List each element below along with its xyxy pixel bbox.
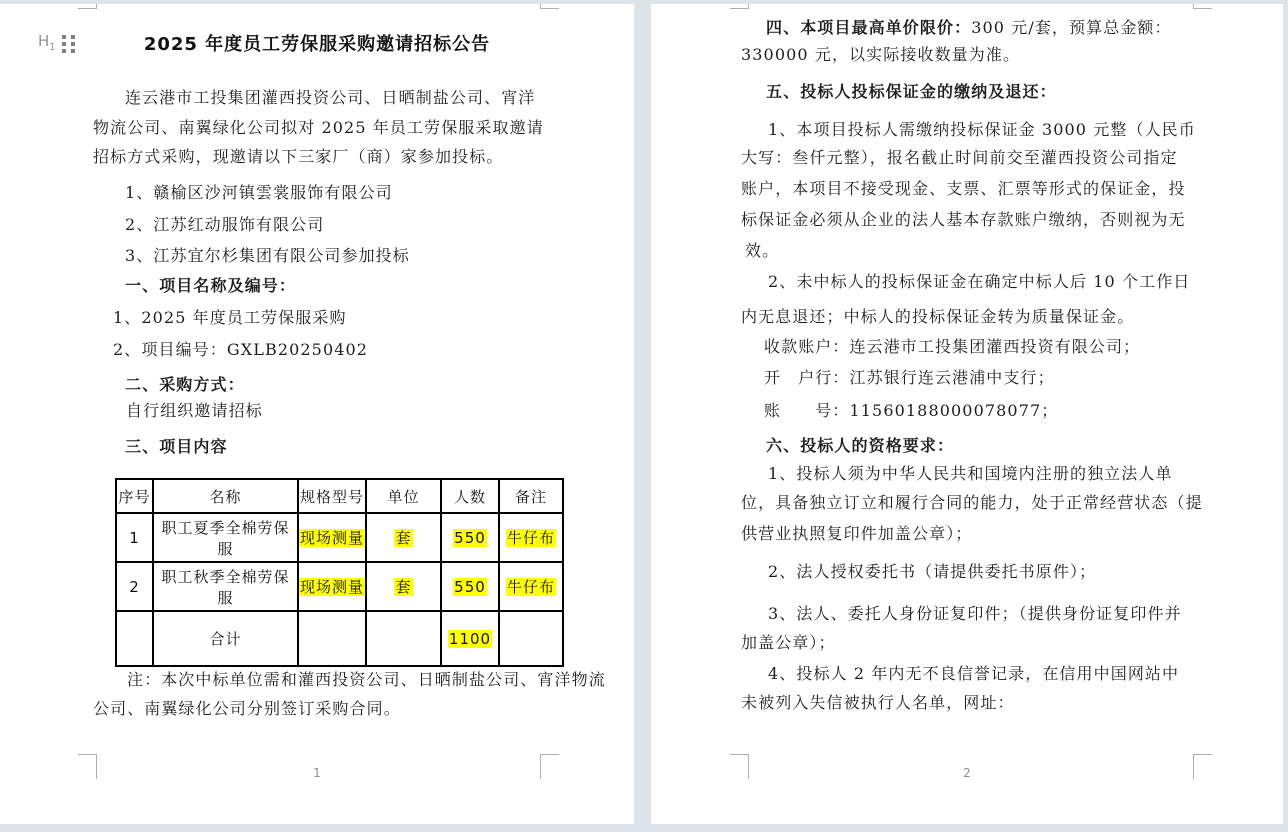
paragraph-line[interactable]: 大写：叁仟元整），报名截止时间前交至灌西投资公司指定 bbox=[741, 148, 1178, 167]
table-header-cell[interactable]: 人数 bbox=[441, 479, 499, 513]
list-item[interactable]: 2、项目编号：GXLB20250402 bbox=[113, 340, 369, 359]
table-cell[interactable]: 合计 bbox=[153, 611, 298, 666]
highlighted-text: 现场测量 bbox=[300, 578, 365, 596]
section-heading[interactable]: 五、投标人投标保证金的缴纳及退还： bbox=[766, 82, 1057, 101]
paragraph-text: 300 元/套，预算总金额： bbox=[971, 18, 1172, 37]
bidder-item[interactable]: 2、江苏红动服饰有限公司 bbox=[125, 215, 325, 234]
section-heading-line[interactable] bbox=[766, 18, 1172, 38]
section-heading[interactable]: 一、项目名称及编号： bbox=[125, 276, 297, 295]
table-header-cell[interactable]: 单位 bbox=[366, 479, 441, 513]
section-heading: 四、本项目最高单价限价： bbox=[766, 18, 972, 37]
table-cell[interactable] bbox=[298, 611, 366, 666]
table-cell[interactable] bbox=[499, 611, 563, 666]
paragraph-line[interactable]: 自行组织邀请招标 bbox=[126, 401, 263, 420]
table-cell[interactable] bbox=[366, 611, 441, 666]
table-header-cell[interactable]: 名称 bbox=[153, 479, 298, 513]
paragraph-line[interactable]: 1、投标人须为中华人民共和国境内注册的独立法人单 bbox=[768, 464, 1173, 483]
highlighted-text: 套 bbox=[395, 529, 412, 547]
paragraph-line[interactable]: 供营业执照复印件加盖公章）； bbox=[741, 524, 973, 543]
list-item[interactable]: 1、2025 年度员工劳保服采购 bbox=[113, 308, 347, 327]
paragraph-line[interactable]: 账户，本项目不接受现金、支票、汇票等形式的保证金，投 bbox=[741, 179, 1186, 198]
paragraph-line[interactable]: 4、投标人 2 年内无不良信誉记录，在信用中国网站中 bbox=[768, 664, 1180, 683]
table-cell[interactable] bbox=[366, 562, 441, 611]
page-number: 2 bbox=[963, 766, 971, 780]
heading-marker-label: H bbox=[38, 32, 50, 50]
table-cell[interactable] bbox=[441, 611, 499, 666]
highlighted-text: 550 bbox=[454, 577, 486, 596]
paragraph-line[interactable]: 未被列入失信被执行人名单，网址： bbox=[741, 693, 1015, 712]
paragraph-line[interactable]: 1、本项目投标人需缴纳投标保证金 3000 元整（人民币 bbox=[768, 120, 1196, 139]
margin-corner-icon bbox=[78, 4, 97, 9]
table-total-row bbox=[116, 611, 563, 666]
account-number-line[interactable]: 账 号：11560188000078077； bbox=[764, 401, 1059, 420]
document-page-1[interactable] bbox=[0, 4, 634, 824]
document-page-2[interactable] bbox=[651, 4, 1283, 824]
project-items-table[interactable] bbox=[115, 478, 564, 667]
table-header-row bbox=[116, 479, 563, 513]
table-header-cell[interactable]: 备注 bbox=[499, 479, 563, 513]
note-line[interactable]: 注：本次中标单位需和灌西投资公司、日晒制盐公司、宵洋物流 bbox=[127, 670, 606, 689]
paragraph-line[interactable]: 标保证金必须从企业的法人基本存款账户缴纳，否则视为无 bbox=[741, 210, 1186, 229]
bidder-item[interactable]: 3、江苏宜尔杉集团有限公司参加投标 bbox=[125, 246, 410, 265]
highlighted-text: 现场测量 bbox=[300, 529, 365, 547]
highlighted-text: 1100 bbox=[448, 629, 492, 648]
table-cell[interactable] bbox=[366, 513, 441, 562]
highlighted-text: 套 bbox=[395, 578, 412, 596]
paragraph-line[interactable]: 加盖公章）； bbox=[741, 633, 836, 652]
paragraph-line[interactable]: 物流公司、南翼绿化公司拟对 2025 年员工劳保服采取邀请 bbox=[93, 118, 544, 137]
paragraph-line[interactable]: 3、法人、委托人身份证复印件；（提供身份证复印件并 bbox=[768, 604, 1182, 623]
paragraph-line[interactable]: 效。 bbox=[745, 241, 780, 260]
highlighted-text: 牛仔布 bbox=[506, 578, 555, 596]
paragraph-line[interactable]: 2、法人授权委托书（请提供委托书原件）； bbox=[768, 562, 1097, 581]
paragraph-line[interactable]: 连云港市工投集团灌西投资公司、日晒制盐公司、宵洋 bbox=[125, 88, 536, 107]
heading-marker-sub: 1 bbox=[49, 42, 56, 53]
table-header-cell[interactable]: 规格型号 bbox=[298, 479, 366, 513]
margin-corner-icon bbox=[1193, 4, 1212, 9]
account-name-line[interactable]: 收款账户：连云港市工投集团灌西投资有限公司； bbox=[764, 337, 1141, 356]
table-cell[interactable] bbox=[441, 562, 499, 611]
paragraph-line[interactable]: 330000 元，以实际接收数量为准。 bbox=[741, 45, 1021, 64]
table-row bbox=[116, 562, 563, 611]
section-heading[interactable]: 三、项目内容 bbox=[125, 437, 228, 456]
table-row bbox=[116, 513, 563, 562]
margin-corner-icon bbox=[730, 4, 749, 9]
paragraph-line[interactable]: 内无息退还；中标人的投标保证金转为质量保证金。 bbox=[741, 307, 1135, 326]
table-cell[interactable] bbox=[298, 562, 366, 611]
paragraph-line[interactable]: 位，具备独立订立和履行合同的能力，处于正常经营状态（提 bbox=[741, 493, 1203, 512]
bank-line[interactable]: 开 户行：江苏银行连云港浦中支行； bbox=[764, 368, 1055, 387]
section-heading[interactable]: 二、采购方式： bbox=[125, 375, 245, 394]
table-cell[interactable] bbox=[499, 562, 563, 611]
table-cell[interactable]: 职工夏季全棉劳保服 bbox=[153, 513, 298, 562]
table-header-cell[interactable]: 序号 bbox=[116, 479, 153, 513]
section-heading[interactable]: 六、投标人的资格要求： bbox=[766, 436, 955, 455]
bidder-item[interactable]: 1、赣榆区沙河镇雲裳服饰有限公司 bbox=[125, 183, 393, 202]
document-title[interactable]: 2025 年度员工劳保服采购邀请招标公告 bbox=[143, 34, 491, 55]
highlighted-text: 牛仔布 bbox=[506, 529, 555, 547]
table-cell[interactable]: 1 bbox=[116, 513, 153, 562]
paragraph-line[interactable]: 招标方式采购，现邀请以下三家厂（商）家参加投标。 bbox=[93, 147, 504, 166]
table-cell[interactable] bbox=[116, 611, 153, 666]
table-cell[interactable] bbox=[298, 513, 366, 562]
page-number: 1 bbox=[313, 766, 321, 780]
table-cell[interactable] bbox=[441, 513, 499, 562]
paragraph-line[interactable]: 2、未中标人的投标保证金在确定中标人后 10 个工作日 bbox=[768, 272, 1191, 291]
table-cell[interactable] bbox=[499, 513, 563, 562]
margin-corner-icon bbox=[540, 4, 559, 9]
table-cell[interactable]: 2 bbox=[116, 562, 153, 611]
table-cell[interactable]: 职工秋季全棉劳保服 bbox=[153, 562, 298, 611]
highlighted-text: 550 bbox=[454, 528, 486, 547]
note-line[interactable]: 公司、南翼绿化公司分别签订采购合同。 bbox=[93, 699, 401, 718]
